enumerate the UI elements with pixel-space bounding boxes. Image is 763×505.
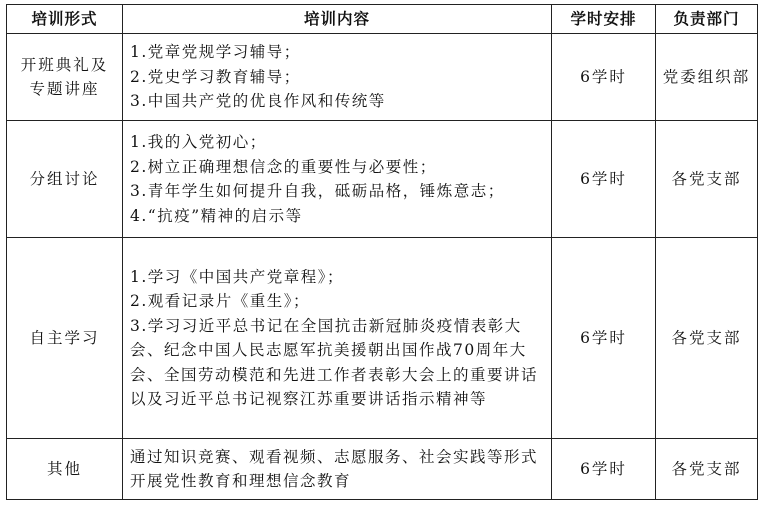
table-row <box>7 34 758 121</box>
hours-cell: 6学时 <box>552 238 656 439</box>
hours-cell: 6学时 <box>552 34 656 121</box>
content-item: 3.中国共产党的优良作风和传统等 <box>130 92 386 111</box>
training-content-cell <box>123 34 552 121</box>
content-item: 4.“抗疫”精神的启示等 <box>130 206 303 225</box>
header-department: 负责部门 <box>656 5 758 34</box>
content-item: 3.青年学生如何提升自我，砥砺品格，锤炼意志； <box>130 182 505 200</box>
content-item: 3.学习习近平总书记在全国抗击新冠肺炎疫情表彰大会、纪念中国人民志愿军抗美援朝出国作战70周年大会、全国劳动模范和先进工作者表彰大会上的重要讲话以及习近平总书记视察江苏重要讲话指示精神等 <box>130 316 539 408</box>
department-cell: 各党支部 <box>656 121 758 238</box>
content-item: 通过知识竞赛、观看视频、志愿服务、社会实践等形式开展党性教育和理想信念教育 <box>130 447 539 490</box>
training-form-cell: 分组讨论 <box>7 121 123 238</box>
training-form-cell: 其他 <box>7 439 123 500</box>
content-item: 2.观看记录片《重生》； <box>130 292 311 310</box>
table-row <box>7 439 758 500</box>
hours-cell: 6学时 <box>552 121 656 238</box>
department-text: 党委组织部 <box>662 67 751 86</box>
header-hours: 学时安排 <box>552 5 656 34</box>
content-item: 1.党章党规学习辅导； <box>130 43 301 62</box>
content-item: 1.学习《中国共产党章程》； <box>130 267 345 286</box>
training-form-cell <box>7 34 123 121</box>
content-item: 2.树立正确理想信念的重要性与必要性； <box>130 157 437 176</box>
table-row <box>7 238 758 439</box>
table-header-row <box>7 5 758 34</box>
training-content-cell <box>123 439 552 500</box>
training-form-cell: 自主学习 <box>7 238 123 439</box>
training-form-text: 开班典礼及专题讲座 <box>20 55 109 98</box>
header-training-content: 培训内容 <box>123 5 552 34</box>
table-row <box>7 121 758 238</box>
content-item: 1.我的入党初心； <box>130 133 267 151</box>
training-content-cell <box>123 238 552 439</box>
hours-cell: 6学时 <box>552 439 656 500</box>
training-schedule-table <box>6 4 758 500</box>
department-cell <box>656 34 758 121</box>
content-item: 2.党史学习教育辅导； <box>130 67 301 86</box>
header-training-form: 培训形式 <box>7 5 123 34</box>
training-content-cell <box>123 121 552 238</box>
department-cell: 各党支部 <box>656 238 758 439</box>
department-cell: 各党支部 <box>656 439 758 500</box>
